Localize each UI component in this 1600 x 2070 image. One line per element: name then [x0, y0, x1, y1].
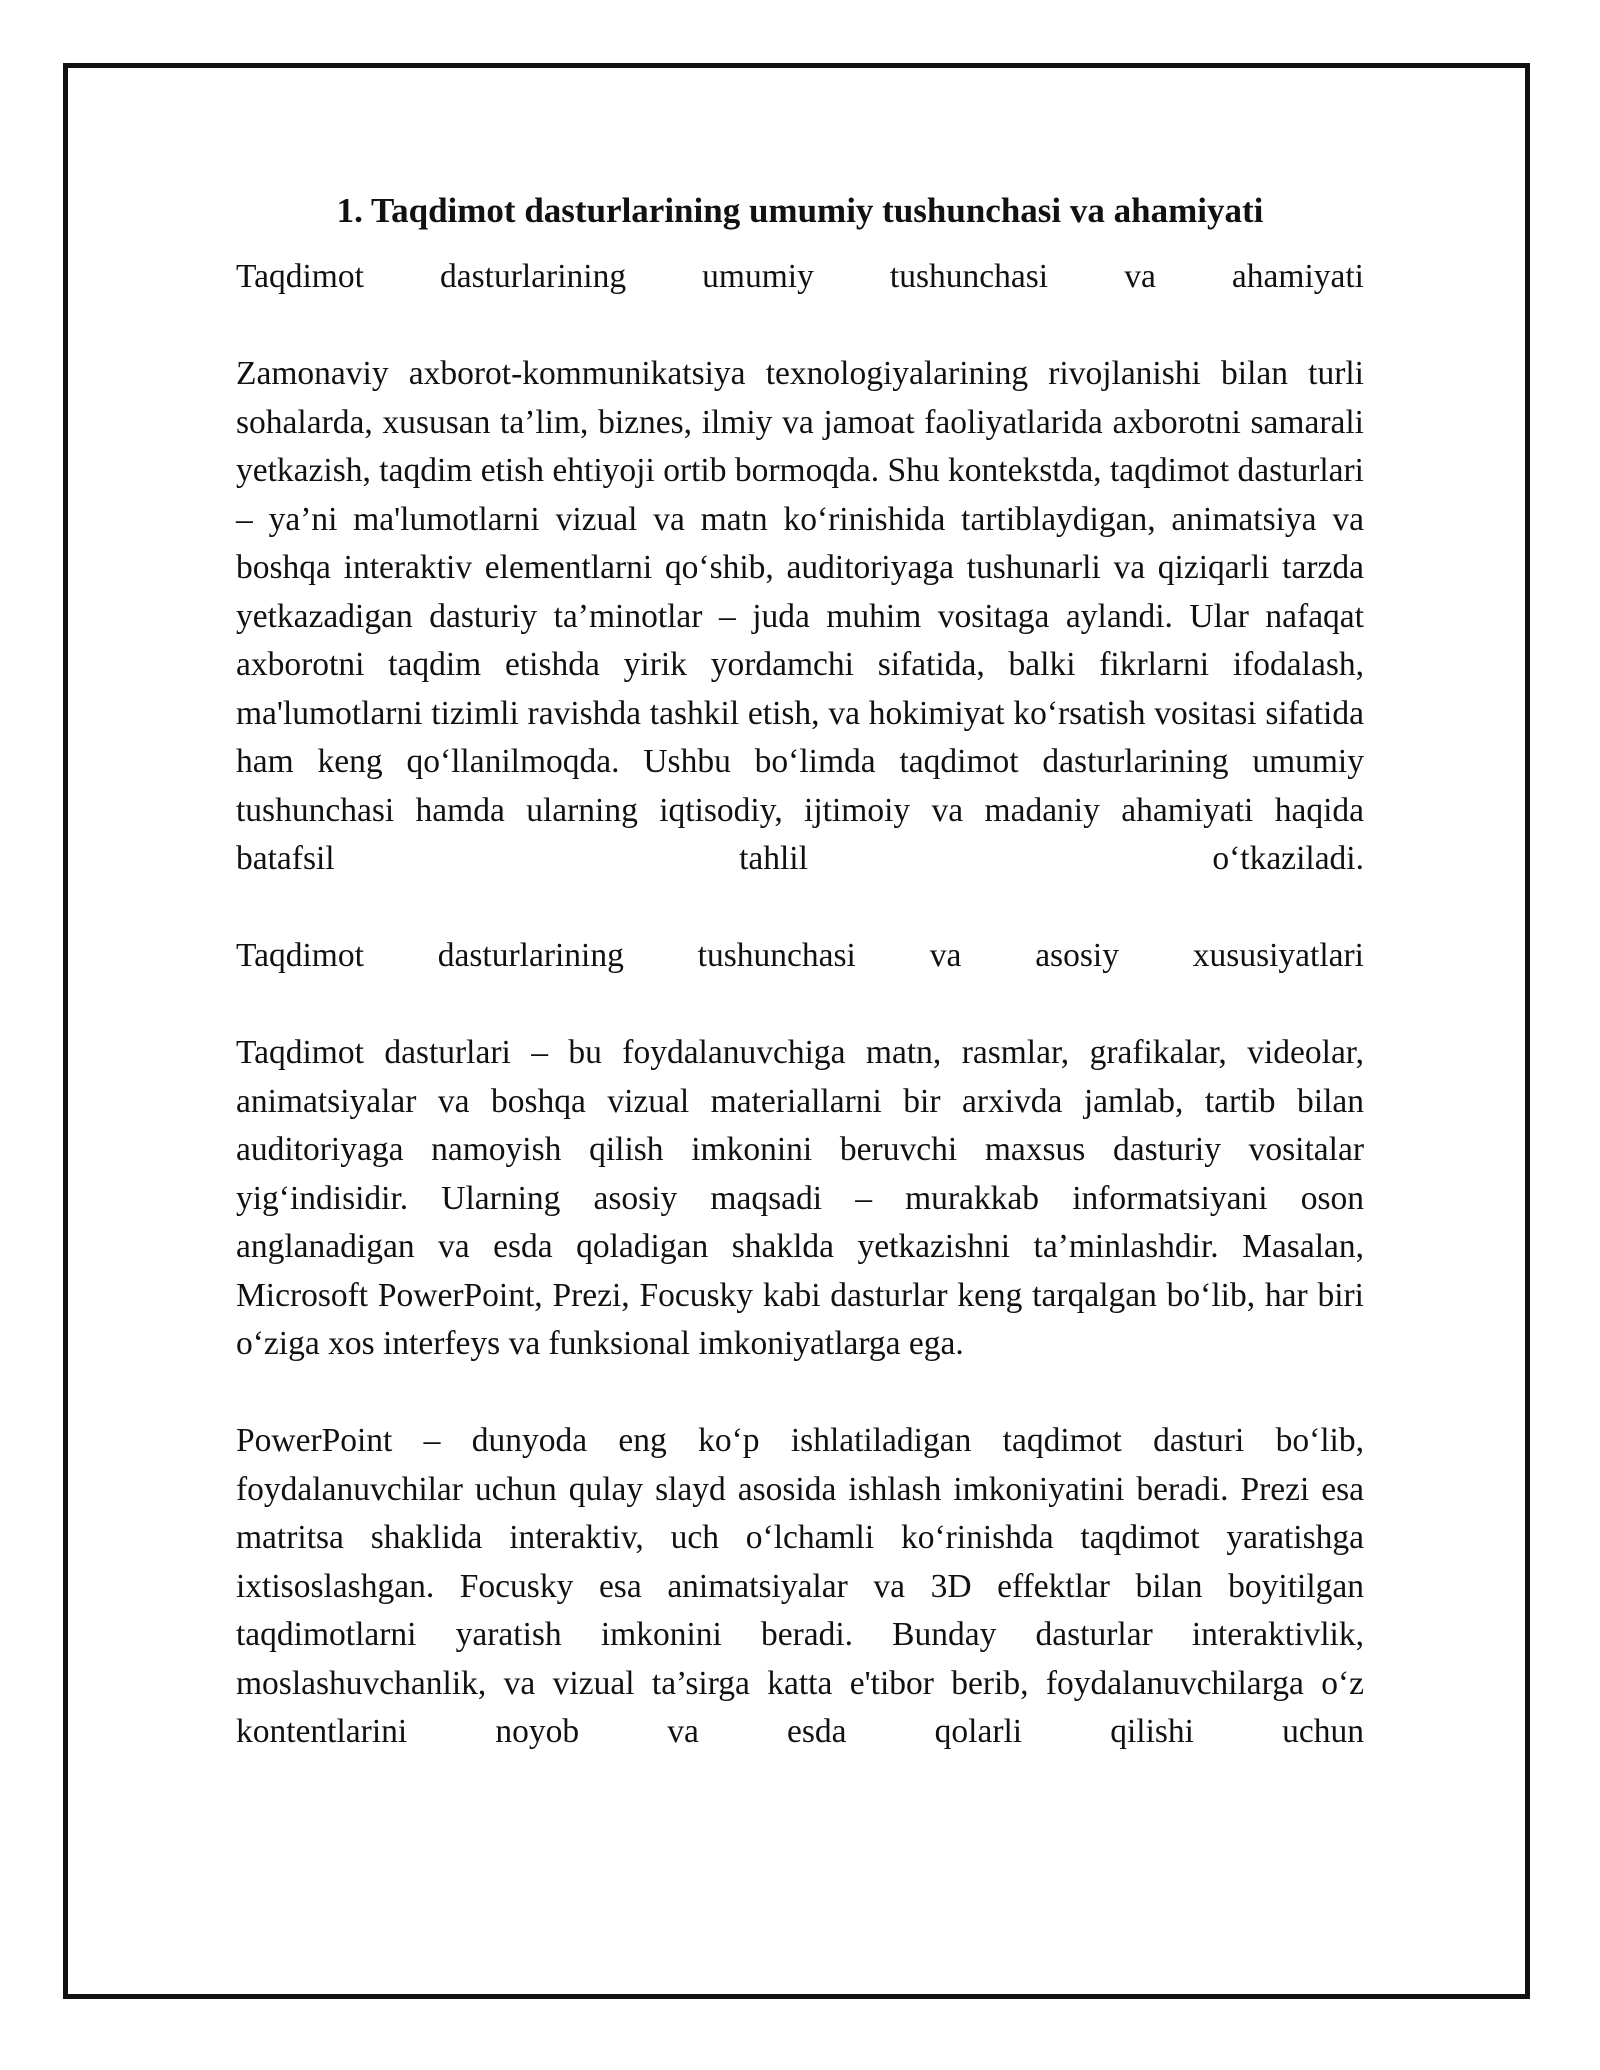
- paragraph-definition: Taqdimot dasturlari – bu foydalanuvchiga matn, rasmlar, grafikalar, videolar, animatsiyalar va boshqa vizual materiallarni bir arxivda jamlab, tartib bilan auditoriyaga namoyish qilish imkonini beruvchi maxsus dasturiy vositalar yig‘indisidir. Ularning asosiy maqsadi – murakkab informatsiyani oson anglanadigan va esda qoladigan shaklda yetkazishni ta’minlashdir. Masalan, Microsoft PowerPoint, Prezi, Focusky kabi dasturlar keng tarqalgan bo‘lib, har biri o‘ziga xos interfeys va funksional imkoniyatlarga ega.: [236, 1034, 1364, 1362]
- section-title: 1. Taqdimot dasturlarining umumiy tushunchasi va ahamiyati: [336, 191, 1264, 230]
- document-body: [236, 183, 1364, 1757]
- paragraph-heading-1: Taqdimot dasturlarining umumiy tushunchasi va ahamiyati: [236, 258, 1364, 295]
- paragraph-intro: Zamonaviy axborot-kommunikatsiya texnologiyalarining rivojlanishi bilan turli sohalarda, xususan ta’lim, biznes, ilmiy va jamoat faoliyatlarida axborotni samarali yetkazish, taqdim etish ehtiyoji ortib bormoqda. Shu kontekstda, taqdimot dasturlari – ya’ni ma'lumotlarni vizual va matn ko‘rinishida tartiblaydigan, animatsiya va boshqa interaktiv elementlarni qo‘shib, auditoriyaga tushunarli va qiziqarli tarzda yetkazadigan dasturiy ta’minotlar – juda muhim vositaga aylandi. Ular nafaqat axborotni taqdim etishda yirik yordamchi sifatida, balki fikrlarni ifodalash, ma'lumotlarni tizimli ravishda tashkil etish, va hokimiyat ko‘rsatish vositasi sifatida ham keng qo‘llanilmoqda. Ushbu bo‘limda taqdimot dasturlarining umumiy tushunchasi hamda ularning iqtisodiy, ijtimoiy va madaniy ahamiyati haqida batafsil tahlil o‘tkaziladi.: [236, 355, 1364, 877]
- paragraph-powerpoint: PowerPoint – dunyoda eng ko‘p ishlatiladigan taqdimot dasturi bo‘lib, foydalanuvchilar uchun qulay slayd asosida ishlash imkoniyatini beradi. Prezi esa matritsa shaklida interaktiv, uch o‘lchamli ko‘rinishda taqdimot yaratishga ixtisoslashgan. Focusky esa animatsiyalar va 3D effektlar bilan boyitilgan taqdimotlarni yaratish imkonini beradi. Bunday dasturlar interaktivlik, moslashuvchanlik, va vizual ta’sirga katta e'tibor berib, foydalanuvchilarga o‘z kontentlarini noyob va esda qolarli qilishi uchun: [236, 1422, 1364, 1750]
- paragraph-heading-2: Taqdimot dasturlarining tushunchasi va asosiy xususiyatlari: [236, 937, 1364, 974]
